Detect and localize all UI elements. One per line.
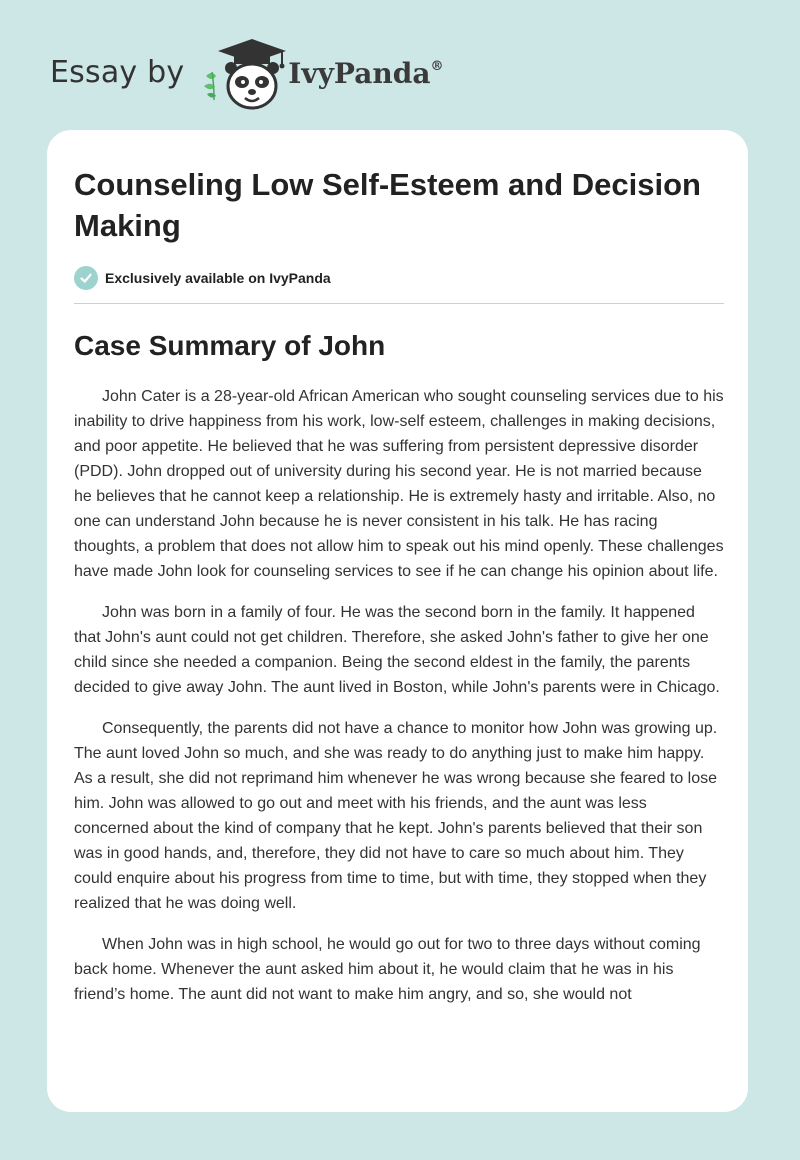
- paragraph: When John was in high school, he would go out for two to three days without coming back home. Whenever the aunt asked him about it, he would claim that he was in his friend’s home. The aunt did not want to make him angry, and so, she would not: [74, 936, 701, 1003]
- panda-graduate-icon: [198, 36, 290, 112]
- brand-name: IvyPanda®: [288, 56, 444, 90]
- site-header: [50, 36, 443, 112]
- paragraph: John was born in a family of four. He was the second born in the family. It happened that John's aunt could not get children. Therefore, she asked John's father to give her one child since she needed a companion. Being the second eldest in the family, the parents decided to give away John. The aunt lived in Boston, while John's parents were in Chicago.: [74, 604, 720, 696]
- exclusive-badge: [74, 266, 724, 290]
- ivy-leaf-icon: [204, 72, 216, 100]
- check-icon: [74, 266, 98, 290]
- essay-content: [74, 164, 724, 1023]
- section-heading: Case Summary of John: [74, 330, 386, 361]
- registered-mark: ®: [430, 58, 444, 74]
- essay-by-label: Essay by: [50, 54, 185, 90]
- exclusive-label: Exclusively available on IvyPanda: [105, 270, 331, 286]
- essay-card: [47, 130, 748, 1112]
- essay-title: Counseling Low Self-Esteem and Decision Making: [74, 167, 701, 243]
- paragraph: Consequently, the parents did not have a chance to monitor how John was growing up. The aunt loved John so much, and she was ready to do anything just to make him happy. As a result, she did not reprimand him whenever he was wrong because she feared to lose him. John was allowed to go out and meet with his friends, and the aunt was less concerned about the kind of company that he kept. John's parents believed that their son was in good hands, and, therefore, they did not have to care so much about him. They could enquire about his progress from time to time, but with time, they stopped when they realized that he was doing well.: [74, 720, 718, 912]
- essay-body: [74, 384, 724, 1007]
- divider: [74, 303, 724, 304]
- paragraph: John Cater is a 28-year-old African American who sought counseling services due to his inability to drive happiness from his work, low-self esteem, challenges in making decisions, and poor appetite. He believed that he was suffering from persistent depressive disorder (PDD). John dropped out of university during his second year. He is not married because he believes that he cannot keep a relationship. He is extremely hasty and irritable. Also, no one can understand John because he is never consistent in his talk. He has racing thoughts, a problem that does not allow him to speak out his mind openly. These challenges have made John look for counseling services to see if he can change his opinion about life.: [74, 388, 724, 580]
